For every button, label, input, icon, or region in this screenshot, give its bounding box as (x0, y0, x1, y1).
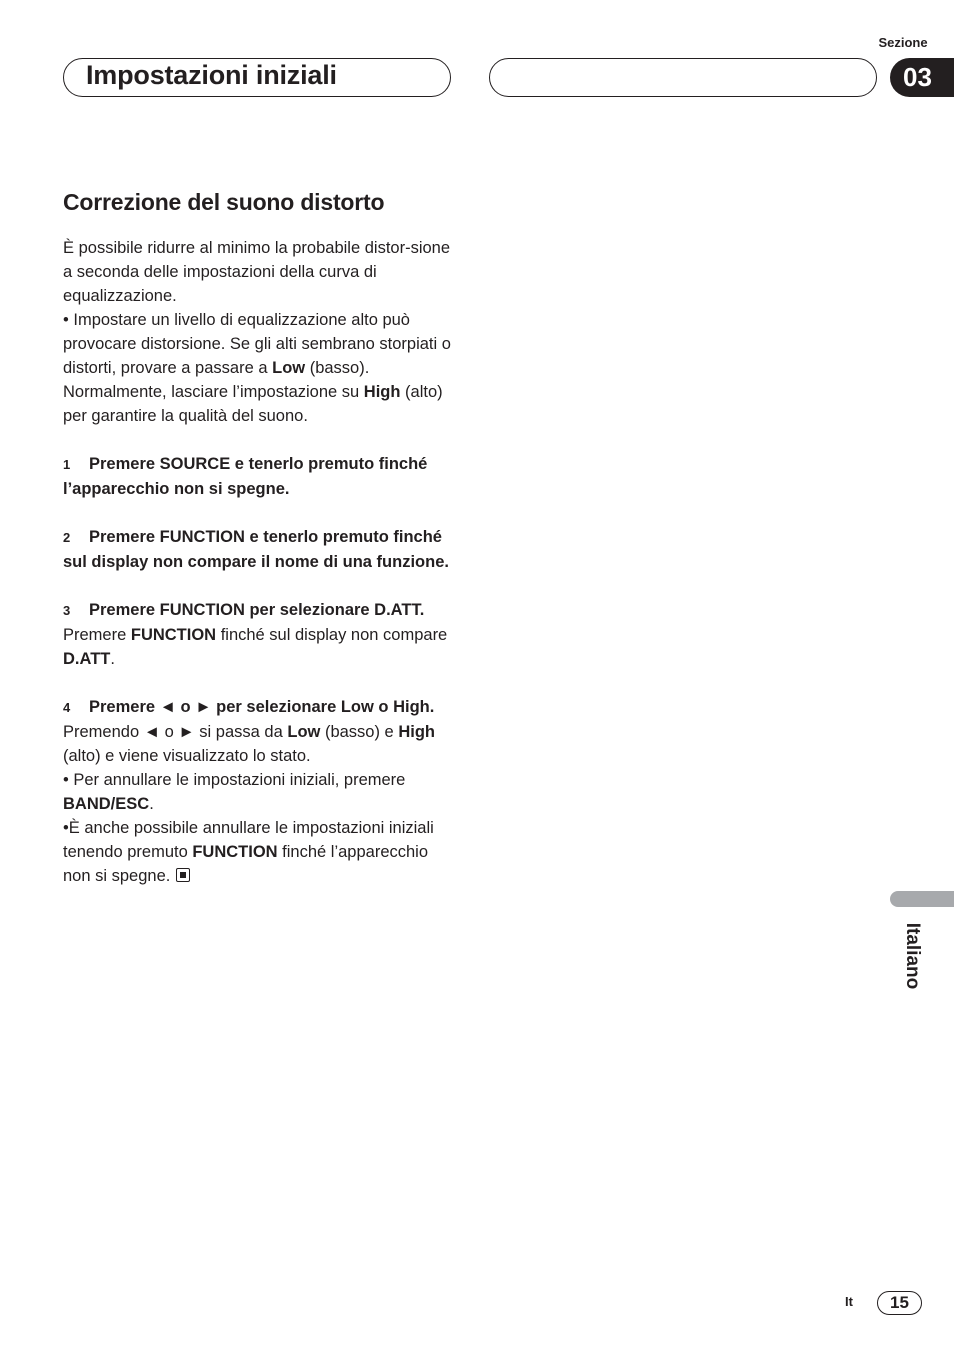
section-label: Sezione (878, 35, 928, 50)
step-3-description: Premere FUNCTION finché sul display non compare D.ATT. (63, 626, 448, 668)
step-4-note-1: • Per annullare le impostazioni iniziali, premere BAND/ESC. (63, 771, 406, 813)
end-mark-icon (176, 868, 190, 882)
language-label: Italiano (902, 922, 923, 990)
language-tab (890, 891, 954, 907)
section-number-tab: 03 (890, 58, 954, 97)
footer-language-code: It (845, 1294, 853, 1309)
step-4: 4 Premere ◄ o ► per selezionare Low o High. (63, 698, 435, 716)
header-right-box (489, 58, 877, 97)
intro-bullet: • Impostare un livello di equalizzazione alto può provocare distorsione. Se gli alti sembrano storpiati o distorti, provare a passare a Low (basso). Normalmente, lasciare l’impostazione su High (alto) per garantire la qualità del suono. (63, 311, 451, 425)
chapter-title: Impostazioni iniziali (86, 60, 337, 90)
intro-paragraph: È possibile ridurre al minimo la probabile distor-sione a seconda delle impostazioni della curva di equalizzazione. (63, 239, 451, 305)
section-heading: Correzione del suono distorto (63, 189, 385, 215)
step-3: 3 Premere FUNCTION per selezionare D.ATT. (63, 601, 425, 619)
step-2: 2 Premere FUNCTION e tenerlo premuto finché sul display non compare il nome di una funzione. (63, 528, 449, 571)
chapter-title-box (63, 58, 451, 97)
step-4-note-2: •È anche possibile annullare le impostazioni iniziali tenendo premuto FUNCTION finché l’apparecchio non si spegne. (63, 819, 434, 885)
step-1: 1 Premere SOURCE e tenerlo premuto finché l’apparecchio non si spegne. (63, 455, 428, 498)
step-4-description: Premendo ◄ o ► si passa da Low (basso) e High (alto) e viene visualizzato lo stato. (63, 723, 435, 765)
page-number: 15 (877, 1291, 922, 1315)
main-content (63, 186, 458, 888)
